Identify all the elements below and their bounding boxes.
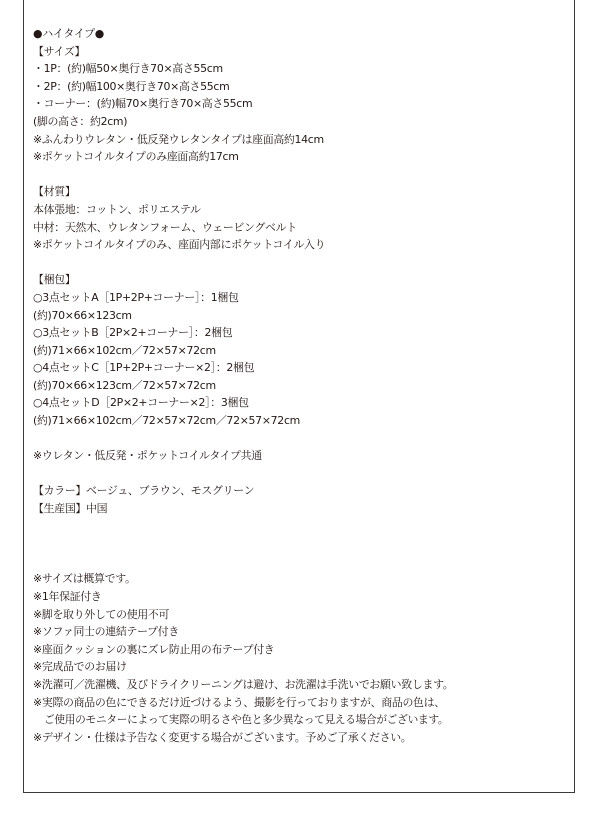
package-set-b: ○3点セットB［2P×2+コーナー］：2梱包 xyxy=(33,326,233,340)
package-set-c: ○4点セットC［1P+2P+コーナー×2］：2梱包 xyxy=(33,361,255,375)
package-set-b-size: (約)71×66×102cm／72×57×72cm xyxy=(33,343,216,357)
note-legs: ※脚を取り外しての使用不可 xyxy=(33,607,170,621)
package-common-note: ※ウレタン・低反発・ポケットコイルタイプ共通 xyxy=(33,449,262,463)
note-washing: ※洗濯可／洗濯機、及びドライクリーニングは避け、お洗濯は手洗いでお願い致します。 xyxy=(33,677,454,691)
size-line-2p: ・2P：(約)幅100×奥行き70×高さ55cm xyxy=(33,79,230,93)
note-size-approx: ※サイズは概算です。 xyxy=(33,572,136,586)
note-design-change: ※デザイン・仕様は予告なく変更する場合がございます。予めご了承ください。 xyxy=(33,730,412,744)
package-set-a-size: (約)70×66×123cm xyxy=(33,308,132,322)
note-color-1: ※実際の商品の色にできるだけ近づけるよう、撮影を行っておりますが、商品の色は、 xyxy=(33,695,445,709)
size-line-urethane-seat: ※ふんわりウレタン・低反発ウレタンタイプは座面高約14cm xyxy=(33,132,324,146)
package-header: 【梱包】 xyxy=(33,273,76,287)
note-warranty: ※1年保証付き xyxy=(33,590,102,603)
size-line-corner: ・コーナー：(約)幅70×奥行き70×高さ55cm xyxy=(33,97,253,111)
material-line-filling: 中材：天然木、ウレタンフォーム、ウェービングベルト xyxy=(33,220,297,234)
package-set-d: ○4点セットD［2P×2+コーナー×2］：3梱包 xyxy=(33,396,249,410)
size-line-pocket-coil-seat: ※ポケットコイルタイプのみ座面高約17cm xyxy=(33,150,239,164)
material-header: 【材質】 xyxy=(33,185,76,199)
size-header: 【サイズ】 xyxy=(33,44,86,58)
material-line-pocket-coil: ※ポケットコイルタイプのみ、座面内部にポケットコイル入り xyxy=(33,238,326,252)
color-line: 【カラー】ベージュ、ブラウン、モスグリーン xyxy=(33,484,255,498)
spec-content xyxy=(33,25,569,746)
origin-line: 【生産国】中国 xyxy=(33,502,108,516)
size-line-1p: ・1P：(約)幅50×奥行き70×高さ55cm xyxy=(33,62,223,76)
high-type-title: ●ハイタイプ● xyxy=(33,27,104,40)
note-connecting-tape: ※ソファ同士の連結テープ付き xyxy=(33,625,179,639)
package-set-c-size: (約)70×66×123cm／72×57×72cm xyxy=(33,378,216,392)
size-line-leg-height: (脚の高さ：約2cm) xyxy=(33,114,128,128)
note-color-2: ご使用のモニターによって実際の明るさや色と多少異なって見える場合がございます。 xyxy=(44,713,449,727)
note-assembled: ※完成品でのお届け xyxy=(33,660,127,674)
package-set-a: ○3点セットA［1P+2P+コーナー］：1梱包 xyxy=(33,290,239,304)
package-set-d-size: (約)71×66×102cm／72×57×72cm／72×57×72cm xyxy=(33,414,300,428)
note-anti-slip: ※座面クッションの裏にズレ防止用の布テープ付き xyxy=(33,642,275,656)
material-line-cover: 本体張地：コットン、ポリエステル xyxy=(33,202,201,216)
